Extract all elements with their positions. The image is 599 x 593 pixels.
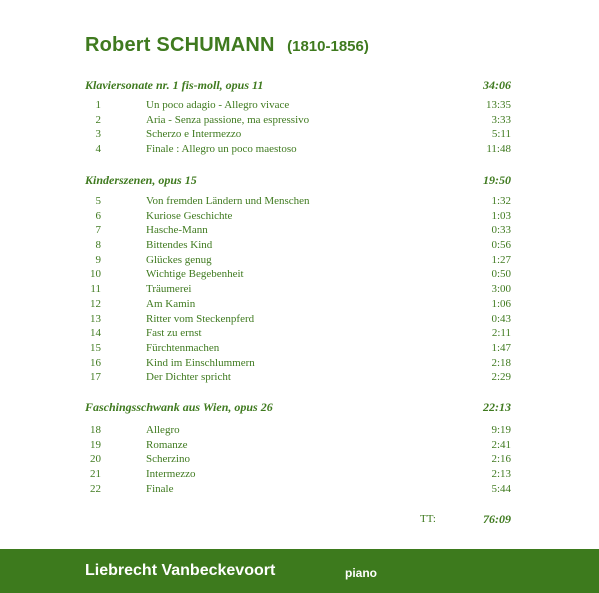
track-number: 10: [90, 268, 101, 281]
track-number: 6: [95, 209, 101, 222]
track-title: Romanze: [146, 438, 188, 451]
track-row: [85, 342, 511, 357]
track-duration: 2:41: [491, 438, 511, 451]
track-duration: 0:43: [491, 312, 511, 325]
track-row: [85, 195, 511, 210]
track-row: [85, 468, 511, 483]
track-duration: 2:11: [491, 327, 511, 340]
track-number: 15: [90, 341, 101, 354]
track-list: [85, 195, 511, 386]
track-duration: 0:50: [491, 268, 511, 281]
work-section: [85, 400, 511, 497]
track-row: [85, 298, 511, 313]
track-title: Der Dichter spricht: [146, 371, 231, 384]
track-duration: 0:33: [491, 224, 511, 237]
track-title: Ritter vom Steckenpferd: [146, 312, 255, 325]
work-section: [85, 78, 511, 158]
track-list: [85, 99, 511, 158]
track-title: Wichtige Begebenheit: [146, 268, 244, 281]
track-number: 16: [90, 356, 101, 369]
track-title: Kuriose Geschichte: [146, 209, 233, 222]
track-title: Fast zu ernst: [146, 327, 202, 340]
track-number: 4: [95, 143, 101, 156]
work-title: Faschingsschwank aus Wien, opus 26: [85, 400, 273, 414]
total-time-value: 76:09: [483, 512, 511, 526]
work-title: Kinderszenen, opus 15: [85, 173, 197, 187]
track-title: Am Kamin: [146, 297, 196, 310]
track-row: [85, 224, 511, 239]
track-number: 5: [95, 195, 101, 207]
work-total-duration: 19:50: [483, 173, 511, 187]
track-title: Kind im Einschlummern: [146, 356, 255, 369]
track-row: [85, 143, 511, 158]
track-number: 7: [95, 224, 101, 237]
track-duration: 1:27: [491, 253, 511, 266]
page-header: [85, 34, 369, 57]
track-title: Fürchtenmachen: [146, 341, 220, 354]
performer-name: Liebrecht Vanbeckevoort: [85, 562, 276, 579]
work-title: Klaviersonate nr. 1 fis-moll, opus 11: [85, 78, 264, 92]
track-row: [85, 254, 511, 269]
track-duration: 1:03: [491, 209, 511, 222]
track-number: 8: [95, 239, 101, 252]
track-number: 14: [90, 327, 101, 340]
track-duration: 2:16: [491, 453, 511, 466]
track-number: 9: [95, 253, 101, 266]
track-row: [85, 313, 511, 328]
track-row: [85, 439, 511, 454]
track-duration: 1:06: [491, 297, 511, 310]
track-row: [85, 371, 511, 386]
track-duration: 1:47: [491, 341, 511, 354]
track-row: [85, 114, 511, 129]
track-row: [85, 239, 511, 254]
track-row: [85, 357, 511, 372]
track-row: [85, 128, 511, 143]
track-number: 20: [90, 453, 101, 466]
track-title: Finale: [146, 482, 174, 495]
track-duration: 3:33: [491, 113, 511, 126]
track-duration: 2:29: [491, 371, 511, 384]
work-heading: [85, 400, 511, 416]
track-title: Scherzo e Intermezzo: [146, 128, 242, 141]
track-number: 13: [90, 312, 101, 325]
track-row: [85, 268, 511, 283]
track-row: [85, 424, 511, 439]
instrument-label: piano: [345, 566, 377, 580]
track-duration: 5:11: [491, 128, 511, 141]
track-number: 2: [95, 113, 101, 126]
track-title: Un poco adagio - Allegro vivace: [146, 99, 290, 111]
track-row: [85, 327, 511, 342]
work-heading: [85, 78, 511, 94]
track-duration: 11:48: [486, 143, 511, 156]
track-number: 21: [90, 468, 101, 481]
total-time: [420, 512, 511, 528]
composer-name: Robert SCHUMANN: [85, 34, 275, 56]
track-number: 3: [95, 128, 101, 141]
track-number: 11: [90, 283, 101, 296]
track-row: [85, 453, 511, 468]
work-section: [85, 173, 511, 386]
track-title: Von fremden Ländern und Menschen: [146, 195, 310, 207]
track-number: 12: [90, 297, 101, 310]
track-number: 19: [90, 438, 101, 451]
track-number: 22: [90, 482, 101, 495]
track-duration: 9:19: [491, 424, 511, 436]
track-duration: 1:32: [491, 195, 511, 207]
track-title: Aria - Senza passione, ma espressivo: [146, 113, 310, 126]
track-row: [85, 99, 511, 114]
track-row: [85, 483, 511, 498]
track-number: 17: [90, 371, 101, 384]
track-row: [85, 283, 511, 298]
track-row: [85, 210, 511, 225]
track-duration: 2:13: [491, 468, 511, 481]
work-total-duration: 34:06: [483, 78, 511, 92]
track-number: 1: [95, 99, 101, 111]
work-total-duration: 22:13: [483, 400, 511, 414]
track-duration: 2:18: [491, 356, 511, 369]
track-title: Scherzino: [146, 453, 190, 466]
track-title: Träumerei: [146, 283, 192, 296]
track-title: Allegro: [146, 424, 180, 436]
track-title: Hasche-Mann: [146, 224, 208, 237]
track-duration: 5:44: [491, 482, 511, 495]
total-time-label: TT:: [420, 513, 436, 525]
footer-bar: [0, 549, 599, 593]
track-duration: 3:00: [491, 283, 511, 296]
work-heading: [85, 173, 511, 189]
track-duration: 0:56: [491, 239, 511, 252]
track-title: Glückes genug: [146, 253, 212, 266]
track-duration: 13:35: [485, 99, 511, 111]
track-title: Bittendes Kind: [146, 239, 213, 252]
track-list: [85, 424, 511, 497]
track-number: 18: [90, 424, 101, 436]
composer-dates: (1810-1856): [287, 38, 369, 55]
track-title: Intermezzo: [146, 468, 196, 481]
track-title: Finale : Allegro un poco maestoso: [146, 143, 297, 156]
